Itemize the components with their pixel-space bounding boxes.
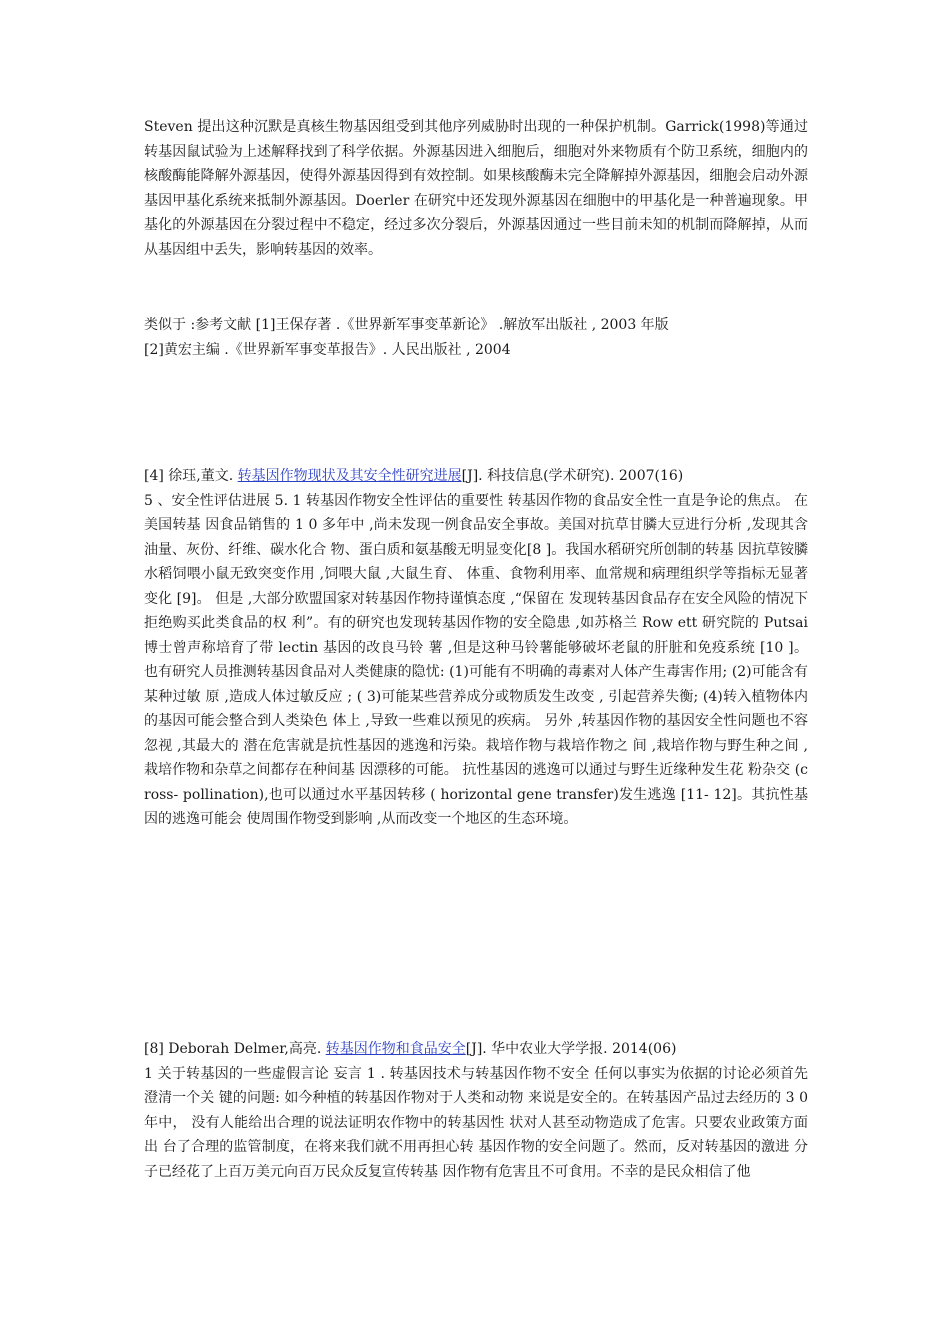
reference-8-section xyxy=(144,1037,808,1184)
citation-8-prefix: [8] Deborah Delmer,高亮. xyxy=(144,1041,326,1057)
citation-4-body: 5 、安全性评估进展 5. 1 转基因作物安全性评估的重要性 转基因作物的食品安全性一直是争论的焦点。 在美国转基 因食品销售的 1 0 多年中 ,尚未发现一例食品安全事故。美国对抗草甘膦大豆进行分析 ,发现其含油量、灰份、纤维、碳水化合 物、蛋白质和氨基酸无明显变化[8 ]。我国水稻研究所创制的转基 因抗草铵膦水稻饲喂小鼠无致突变作用 ,饲喂大鼠 ,大鼠生育、 体重、食物利用率、血常规和病理组织学等指标无显著变化 [9]。 但是 ,大部分欧盟国家对转基因作物持谨慎态度 ,“保留在 发现转基因食品存在安全风险的情况下拒绝购买此类食品的权 利”。有的研究也发现转基因作物的安全隐患 ,如苏格兰 Row ett 研究院的 Putsai 博士曾声称培育了带 lectin 基因的改良马铃 薯 ,但是这种马铃薯能够破坏老鼠的肝脏和免疫系统 [10 ]。 也有研究人员推测转基因食品对人类健康的隐忧: (1)可能有不明确的毒素对人体产生毒害作用; (2)可能含有某种过敏 原 ,造成人体过敏反应 ; ( 3)可能某些营养成分或物质发生改变 , 引起营养失衡; (4)转入植物体内的基因可能会整合到人类染色 体上 ,导致一些难以预见的疾病。 另外 ,转基因作物的基因安全性问题也不容忽视 ,其最大的 潜在危害就是抗性基因的逃逸和污染。栽培作物与栽培作物之 间 ,栽培作物与野生种之间 ,栽培作物和杂草之间都存在种间基 因漂移的可能。 抗性基因的逃逸可以通过与野生近缘种发生花 粉杂交 (cross- pollination),也可以通过水平基因转移 ( horizontal gene transfer)发生逃逸 [11- 12]。其抗性基因的逃逸可能会 使周围作物受到影响 ,从而改变一个地区的生态环境。 xyxy=(144,492,808,827)
reference-2: [2]黄宏主编 .《世界新军事变革报告》. 人民出版社 , 2004 xyxy=(144,341,511,358)
paragraph-text: Steven 提出这种沉默是真核生物基因组受到其他序列威胁时出现的一种保护机制。Garrick(1998)等通过转基因鼠试验为上述解释找到了科学依据。外源基因进入细胞后，细胞对外来物质有个防卫系统，细胞内的核酸酶能降解外源基因，使得外源基因得到有效控制。如果核酸酶未完全降解掉外源基因，细胞会启动外源基因甲基化系统来抵制外源基因。Doerler 在研究中还发现外源基因在细胞中的甲基化是一种普遍现象。甲基化的外源基因在分裂过程中不稳定，经过多次分裂后，外源基因通过一些目前未知的机制而降解掉，从而从基因组中丢失，影响转基因的效率。 xyxy=(144,119,808,258)
reference-4-section xyxy=(144,464,808,832)
citation-4 xyxy=(144,464,808,489)
citation-8-link[interactable]: 转基因作物和食品安全 xyxy=(325,1041,466,1057)
reference-1: 类似于 :参考文献 [1]王保存著 .《世界新军事变革新论》 .解放军出版社 , 2003 年版 xyxy=(144,317,669,333)
citation-4-suffix: [J]. 科技信息(学术研究). 2007(16) xyxy=(461,468,684,484)
citation-8-suffix: [J]. 华中农业大学学报. 2014(06) xyxy=(465,1041,677,1057)
citation-4-link[interactable]: 转基因作物现状及其安全性研究进展 xyxy=(237,468,462,484)
citation-8 xyxy=(144,1037,808,1062)
paragraph-gene-silencing xyxy=(144,115,808,262)
citation-8-body: 1 关于转基因的一些虚假言论 妄言 1 . 转基因技术与转基因作物不安全 任何以事实为依据的讨论必须首先澄清一个关 键的问题: 如今种植的转基因作物对于人类和动物 来说是安全的。在转基因产品过去经历的 3 0 年中， 没有人能给出合理的说法证明农作物中的转基因性 状对人甚至动物造成了危害。只要农业政策方面出 台了合理的监管制度，在将来我们就不用再担心转 基因作物的安全问题了。然而，反对转基因的激进 分子已经花了上百万美元向百万民众反复宣传转基 因作物有危害且不可食用。不幸的是民众相信了他 xyxy=(144,1065,808,1180)
citation-4-prefix: [4] 徐珏,董文. xyxy=(144,468,238,484)
reference-list xyxy=(144,313,808,362)
